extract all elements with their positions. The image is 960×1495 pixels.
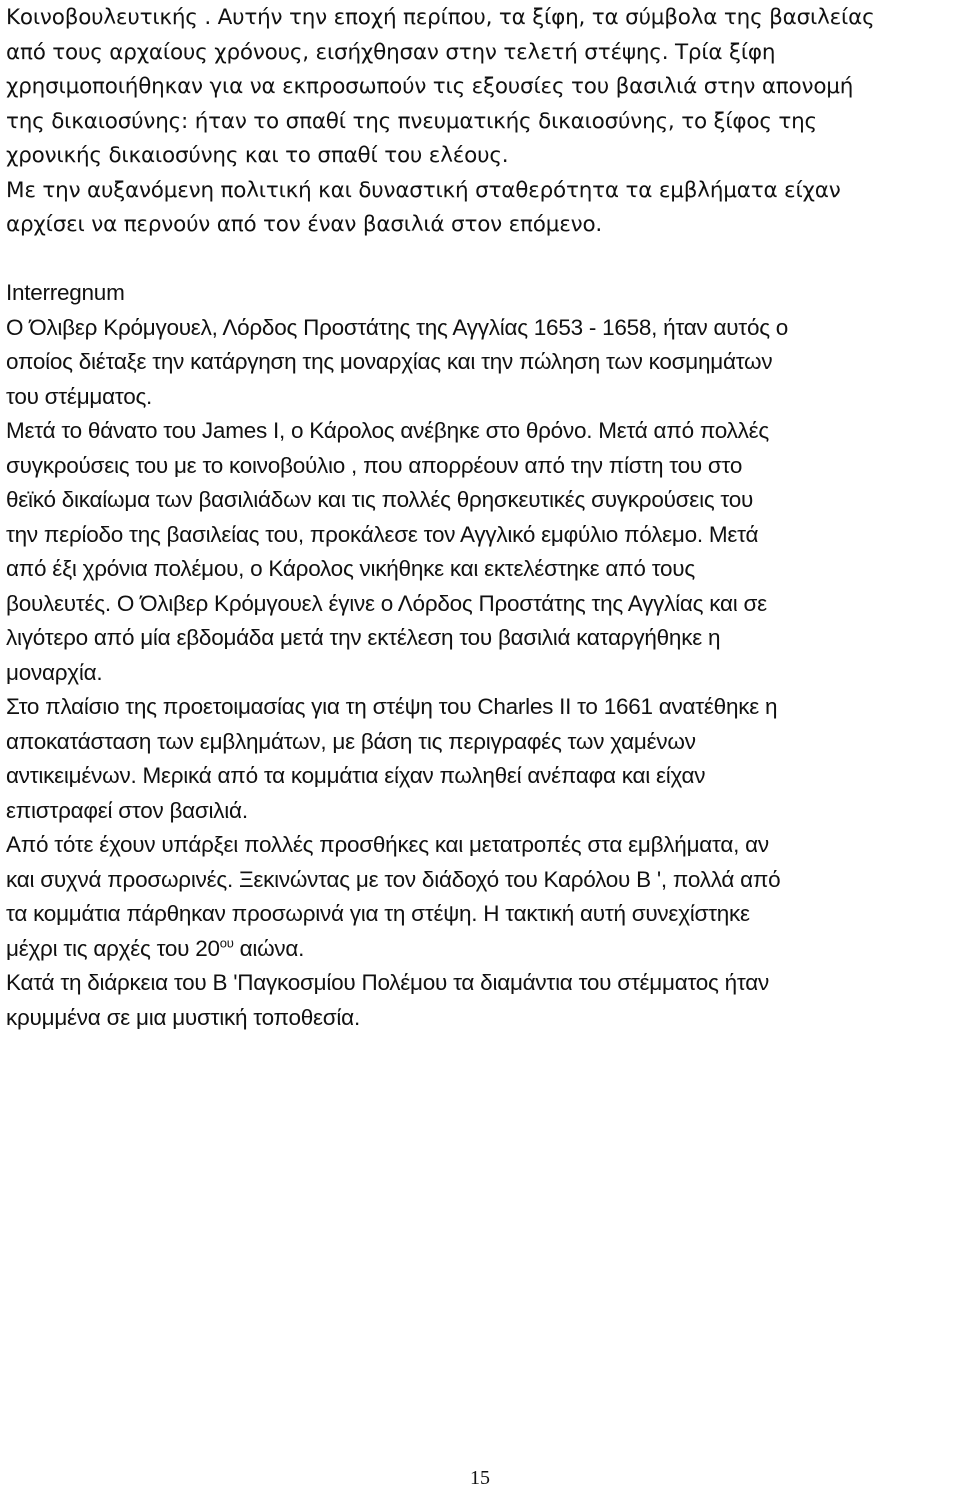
text-line: του στέμματος. xyxy=(6,383,153,409)
text-line: χρησιμοποιήθηκαν για να εκπροσωπούν τις εξουσίες του βασιλιά στην απονομή xyxy=(6,74,854,99)
text-line: επιστραφεί στον βασιλιά. xyxy=(6,797,248,823)
text-line: λιγότερο από μία εβδομάδα μετά την εκτέλεση του βασιλιά καταργήθηκε η xyxy=(6,625,721,650)
text-line: την περίοδο της βασιλείας του, προκάλεσε τον Αγγλικό εμφύλιο πόλεμο. Μετά xyxy=(6,521,759,547)
text-line: θεϊκό δικαίωμα των βασιλιάδων και τις πολλές θρησκευτικές συγκρούσεις του xyxy=(6,487,754,512)
text-line: Με την αυξανόμενη πολιτική και δυναστική σταθερότητα τα εμβλήματα είχαν xyxy=(6,177,841,203)
text-line: συγκρούσεις του με το κοινοβούλιο , που απορρέουν από την πίστη του στο xyxy=(6,452,743,478)
text-line: αρχίσει να περνούν από τον έναν βασιλιά στον επόμενο. xyxy=(6,212,603,237)
text-line: και συχνά προσωρινές. Ξεκινώντας με τον διάδοχό του Καρόλου Β ', πολλά από xyxy=(6,866,781,892)
text-line: οποίος διέταξε την κατάργηση της μοναρχίας και την πώληση των κοσμημάτων xyxy=(6,349,773,374)
century-text: μέχρι τις αρχές του 20 xyxy=(6,935,220,961)
text-line: χρονικής δικαιοσύνης και το σπαθί του ελέους. xyxy=(6,143,509,168)
text-line: Μετά το θάνατο του James I, ο Κάρολος ανέβηκε στο θρόνο. Μετά από πολλές xyxy=(6,418,770,443)
section-heading: Interregnum xyxy=(6,280,125,305)
text-line: Κατά τη διάρκεια του Β 'Παγκοσμίου Πολέμου τα διαμάντια του στέμματος ήταν xyxy=(6,970,769,995)
text-line: βουλευτές. Ο Όλιβερ Κρόμγουελ έγινε ο Λόρδος Προστάτης της Αγγλίας και σε xyxy=(6,590,767,616)
text-line: Από τότε έχουν υπάρξει πολλές προσθήκες και μετατροπές στα εμβλήματα, αν xyxy=(6,832,769,857)
interregnum-section xyxy=(6,276,956,1035)
intro-paragraph xyxy=(6,1,956,243)
text-line: Ο Όλιβερ Κρόμγουελ, Λόρδος Προστάτης της Αγγλίας 1653 - 1658, ήταν αυτός ο xyxy=(6,314,789,340)
century-text-end: αιώνα. xyxy=(233,935,305,961)
text-line: κρυμμένα σε μια μυστική τοποθεσία. xyxy=(6,1004,360,1030)
text-line: αποκατάσταση των εμβλημάτων, με βάση τις περιγραφές των χαμένων xyxy=(6,728,696,754)
ordinal-superscript: ου xyxy=(219,935,234,950)
century-line xyxy=(6,932,956,967)
text-line: Στο πλαίσιο της προετοιμασίας για τη στέψη του Charles II το 1661 ανατέθηκε η xyxy=(6,694,778,719)
text-line: Κοινοβουλευτικής . Αυτήν την εποχή περίπου, τα ξίφη, τα σύμβολα της βασιλείας xyxy=(6,5,875,30)
text-line: μοναρχία. xyxy=(6,659,103,685)
page-number: 15 xyxy=(470,1467,490,1489)
text-line: από έξι χρόνια πολέμου, ο Κάρολος νικήθηκε και εκτελέστηκε από τους xyxy=(6,556,695,581)
text-line: από τους αρχαίους χρόνους, εισήχθησαν στην τελετή στέψης. Τρία ξίφη xyxy=(6,39,776,65)
text-line: τα κομμάτια πάρθηκαν προσωρινά για τη στέψη. Η τακτική αυτή συνεχίστηκε xyxy=(6,901,750,926)
text-line: αντικειμένων. Μερικά από τα κομμάτια είχαν πωληθεί ανέπαφα και είχαν xyxy=(6,763,706,788)
text-line: της δικαιοσύνης: ήταν το σπαθί της πνευματικής δικαιοσύνης, το ξίφος της xyxy=(6,108,817,134)
